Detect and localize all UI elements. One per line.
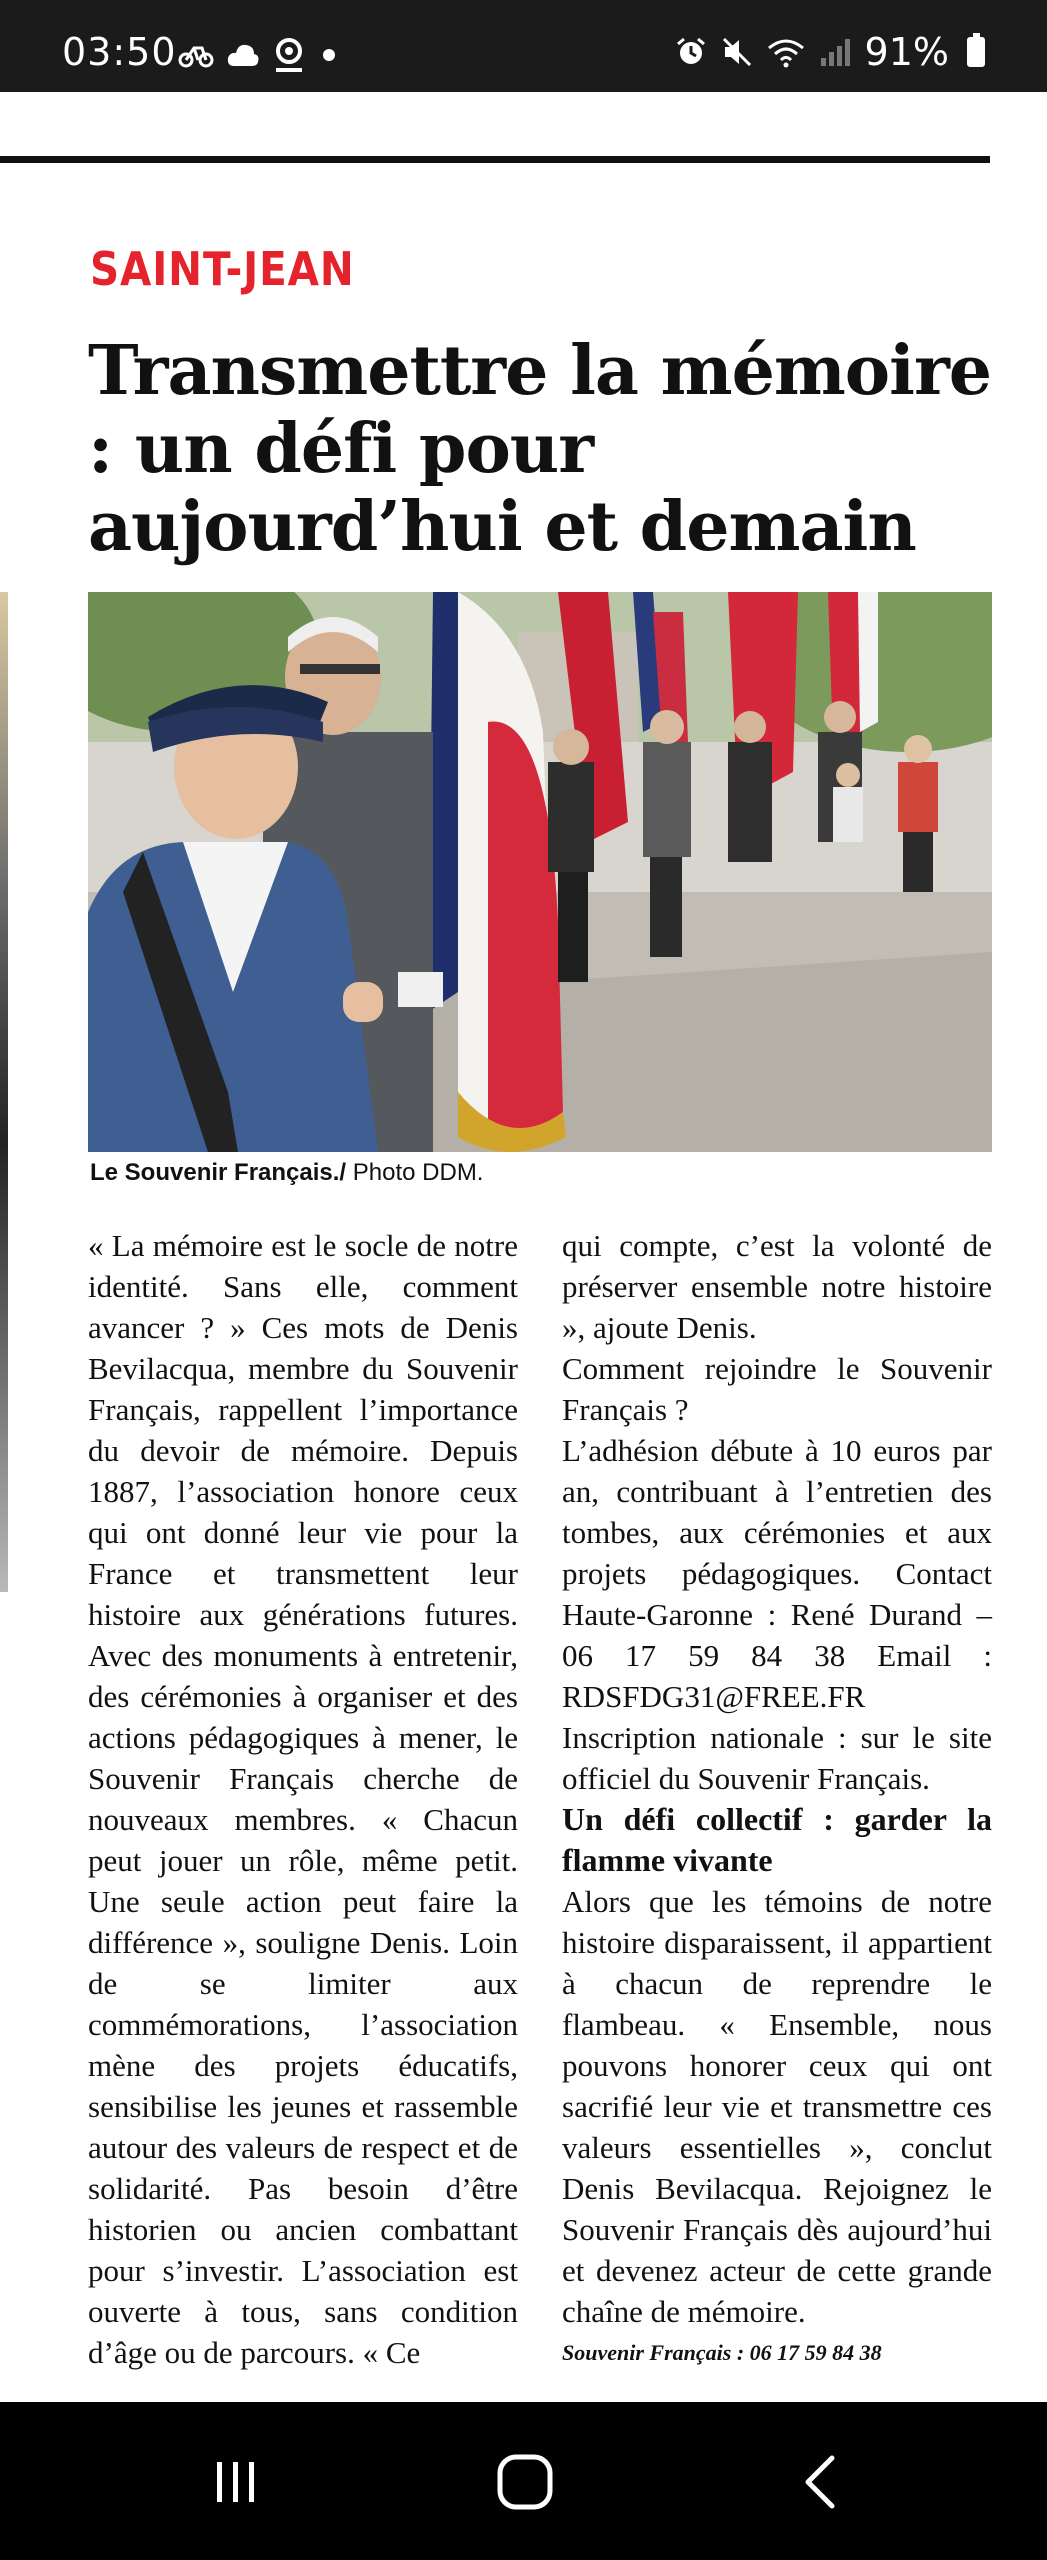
location-icon (272, 36, 306, 74)
column-2-tail: Souvenir Français : 06 17 59 84 38 (562, 2340, 882, 2365)
signal-icon (819, 36, 851, 68)
bike-icon (178, 40, 214, 70)
status-time: 03:50 (62, 30, 177, 74)
column-2-para-1: qui compte, c’est la volonté de préserver ensemble notre histoire », ajoute Denis. (562, 1228, 992, 1345)
recent-apps-icon (207, 2454, 263, 2510)
dot-icon (318, 44, 340, 66)
back-icon (796, 2452, 844, 2512)
article-subhead: Un défi collectif : garder la flamme vivante (562, 1801, 992, 1878)
article-column-1 (88, 1225, 518, 2373)
caption-name: Le Souvenir Français./ (90, 1159, 347, 1186)
article-photo (88, 592, 992, 1152)
status-bar (0, 0, 1047, 92)
headline: Transmettre la mémoire : un défi pour aujourd’hui et demain (88, 331, 992, 567)
mute-icon (721, 36, 753, 68)
battery-icon (967, 37, 985, 67)
status-right (675, 30, 985, 74)
home-icon (495, 2452, 555, 2512)
section-label: SAINT-JEAN (90, 242, 355, 296)
status-left-icons (178, 36, 340, 74)
photo-caption (90, 1159, 483, 1187)
home-button[interactable] (485, 2442, 565, 2522)
top-rule (0, 156, 990, 163)
caption-credit: Photo DDM. (352, 1159, 484, 1186)
adjacent-column-strip (0, 592, 8, 1592)
newspaper-page[interactable] (0, 92, 1047, 2402)
battery-percent: 91% (864, 30, 949, 74)
column-1-text: « La mémoire est le socle de notre identité. Sans elle, comment avancer ? » Ces mots de Denis Bevilacqua, membre du Souvenir Français, rappellent l’importance du devoir de mémoire. Depuis 1887, l’association honore ceux qui ont donné leur vie pour la France et transmettent leur histoire aux générations futures. Avec des monuments à entretenir, des cérémonies à organiser et des actions pédagogiques à mener, le Souvenir Français cherche de nouveaux membres. « Chacun peut jouer un rôle, même petit. Une seule action peut faire la différence », souligne Denis. Loin de se limiter aux commémorations, l’association mène des projets éducatifs, sensibilise les jeunes et rassemble autour des valeurs de respect et de solidarité. Pas besoin d’être historien ou ancien combattant pour s’investir. L’association est ouverte à tous, sans condition d’âge ou de parcours. « Ce (88, 1228, 518, 2370)
back-button[interactable] (780, 2442, 860, 2522)
column-2-para-4: Alors que les témoins de notre histoire disparaissent, il appartient à chacun de reprendre le flambeau. « Ensemble, nous pouvons honorer ceux qui ont sacrifié leur vie et transmettre ces valeurs essentielles », conclut Denis Bevilacqua. Rejoignez le Souvenir Français dès aujourd’hui et devenez acteur de cette grande chaîne de mémoire. (562, 1884, 992, 2329)
alarm-icon (675, 36, 707, 68)
column-2-para-2: Comment rejoindre le Souvenir Français ? (562, 1351, 992, 1427)
wifi-icon (767, 36, 805, 68)
cloud-icon (226, 40, 260, 70)
navigation-bar (0, 2402, 1047, 2560)
column-2-para-3: L’adhésion débute à 10 euros par an, contribuant à l’entretien des tombes, aux cérémonies et aux projets pédagogiques. Contact Haute-Garonne : René Durand – 06 17 59 84 38 Email : RDSFDG31@FREE.FR Inscription nationale : sur le site officiel du Souvenir Français. (562, 1433, 992, 1796)
recent-apps-button[interactable] (195, 2442, 275, 2522)
article-column-2 (562, 1225, 992, 2373)
